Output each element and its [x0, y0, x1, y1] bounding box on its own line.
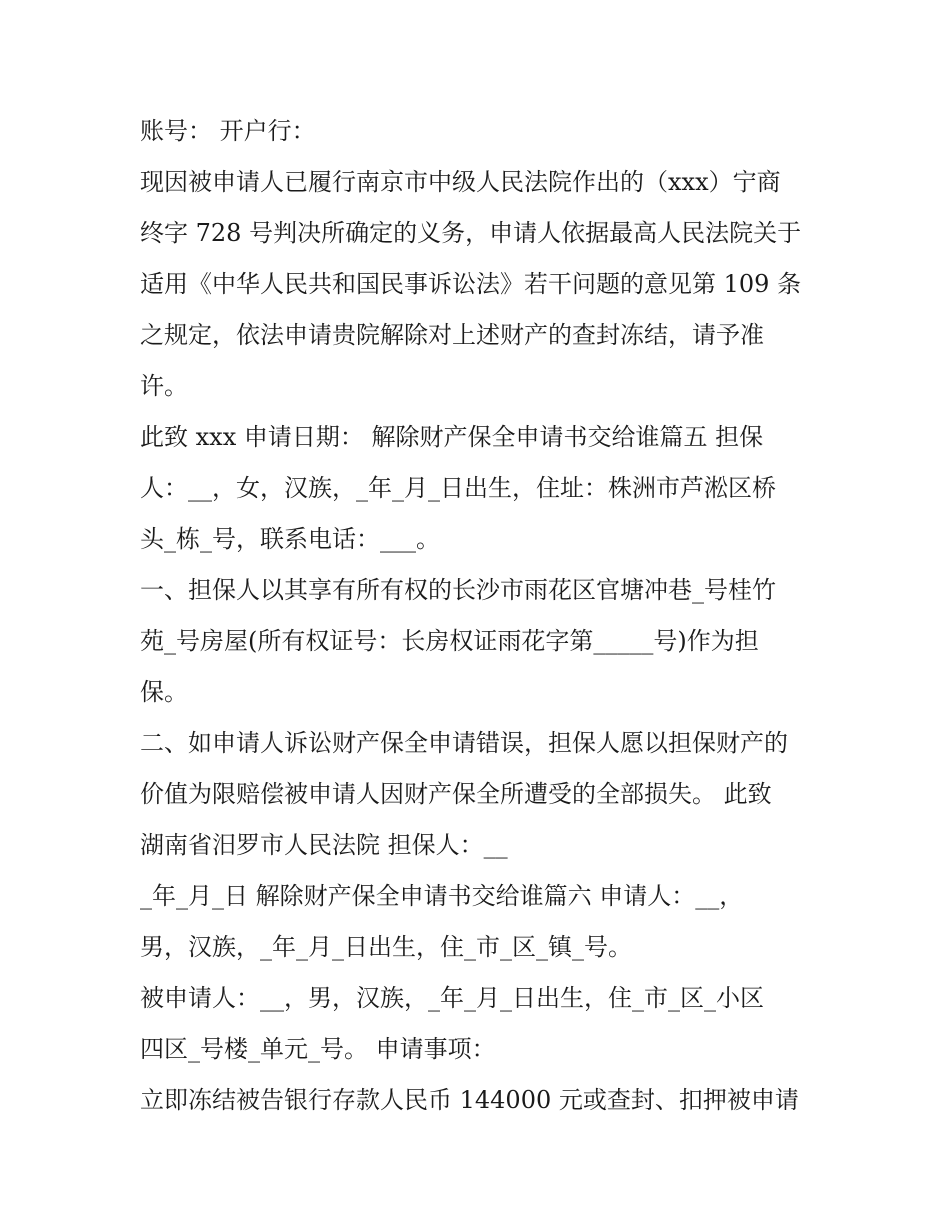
text-line: 立即冻结被告银行存款人民币 144000 元或查封、扣押被申请: [140, 1086, 799, 1114]
text-line: 四区_号楼_单元_号。 申请事项：: [140, 1035, 496, 1063]
text-line: 账号： 开户行：: [140, 117, 316, 145]
text-line: 现因被申请人已履行南京市中级人民法院作出的（xxx）宁商: [140, 168, 781, 196]
text-line: _年_月_日 解除财产保全申请书交给谁篇六 申请人：__，: [140, 882, 744, 910]
text-line: 人：__，女，汉族，_年_月_日出生，住址：株洲市芦淞区桥: [140, 474, 776, 502]
text-line: 湖南省汨罗市人民法院 担保人：__: [140, 831, 508, 859]
text-line: 被申请人：__，男，汉族，_年_月_日出生，住_市_区_小区: [140, 984, 764, 1012]
text-line: 男，汉族，_年_月_日出生，住_市_区_镇_号。: [140, 933, 632, 961]
text-line: 之规定，依法申请贵院解除对上述财产的查封冻结，请予准: [140, 321, 764, 349]
text-line: 价值为限赔偿被申请人因财产保全所遭受的全部损失。 此致: [140, 780, 772, 808]
text-line: 头_栋_号，联系电话：___。: [140, 525, 440, 553]
text-line: 苑_号房屋(所有权证号：长房权证雨花字第_____号)作为担: [140, 627, 759, 655]
text-line: 保。: [140, 678, 188, 706]
text-line: 许。: [140, 372, 188, 400]
text-line: 此致 xxx 申请日期： 解除财产保全申请书交给谁篇五 担保: [140, 423, 764, 451]
text-line: 二、如申请人诉讼财产保全申请错误，担保人愿以担保财产的: [140, 729, 788, 757]
text-line: 适用《中华人民共和国民事诉讼法》若干问题的意见第 109 条: [140, 270, 802, 298]
text-line: 终字 728 号判决所确定的义务，申请人依据最高人民法院关于: [140, 219, 802, 247]
text-line: 一、担保人以其享有所有权的长沙市雨花区官塘冲巷_号桂竹: [140, 576, 776, 604]
document-body: [140, 106, 820, 1126]
